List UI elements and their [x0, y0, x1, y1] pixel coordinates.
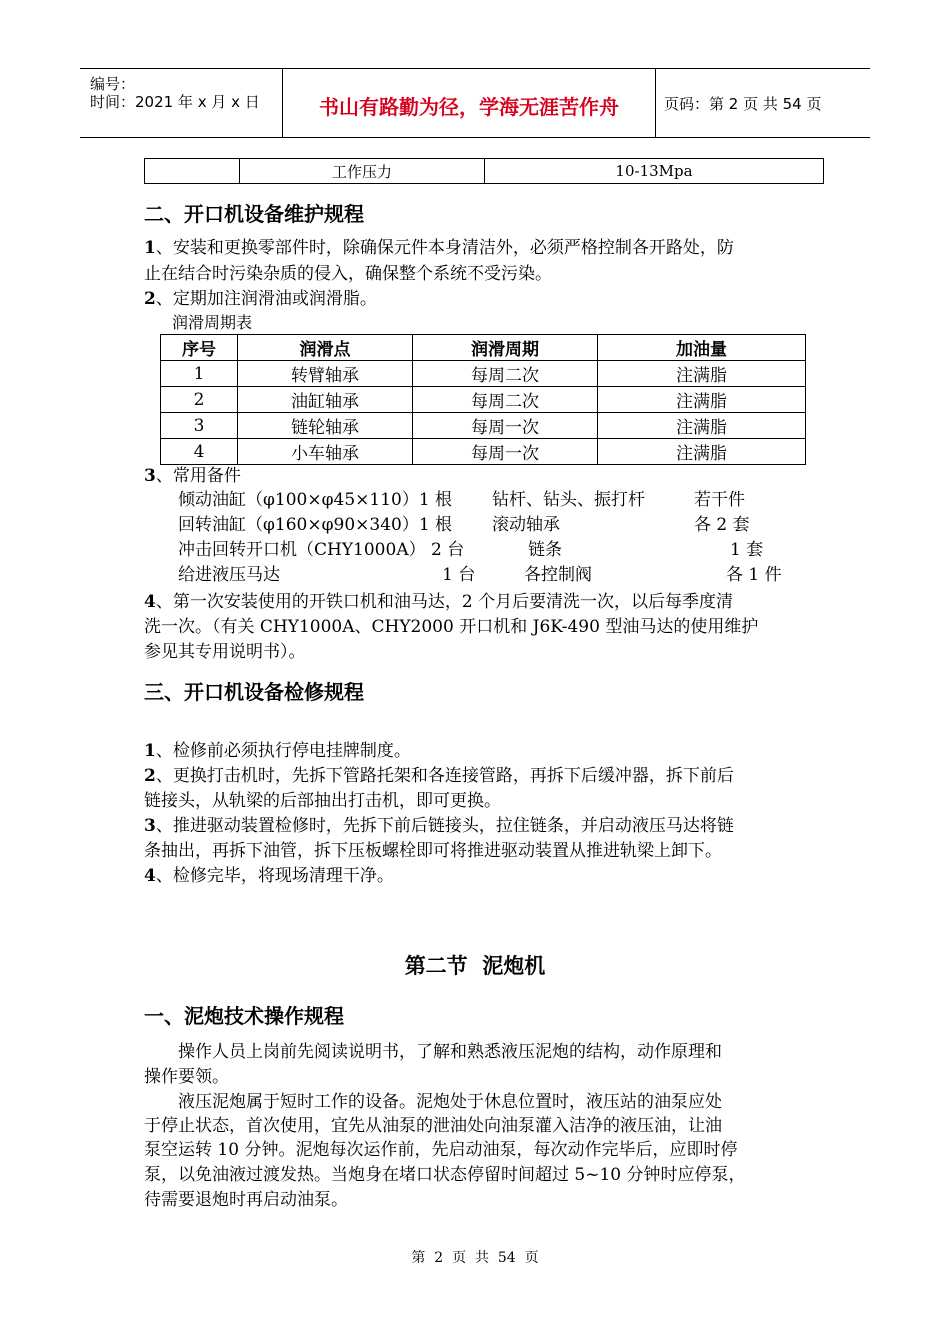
- operation-para-2-cont3: 泵，以免油液过渡发热。当炮身在堵口状态停留时间超过 5~10 分钟时应停泵，: [144, 1165, 746, 1185]
- header-motto: 书山有路勤为径，学海无涯苦作舟: [319, 95, 619, 119]
- spare-part-1c: 若干件: [694, 490, 745, 510]
- section-title-repair: 三、开口机设备检修规程: [144, 680, 364, 704]
- item-number: 2: [144, 766, 156, 786]
- repair-item-1: [144, 738, 411, 764]
- spare-part-4b: 各控制阀: [524, 565, 592, 585]
- operation-para-1: 操作人员上岗前先阅读说明书，了解和熟悉液压泥炮的结构，动作原理和: [178, 1042, 722, 1062]
- cell-amount: 注满脂: [598, 439, 806, 465]
- col-header-cycle: 润滑周期: [413, 335, 598, 361]
- operation-para-1-cont: 操作要领。: [144, 1067, 229, 1087]
- repair-item-4: [144, 863, 394, 889]
- item-number: 3: [144, 816, 156, 836]
- section-title-operation: 一、泥炮技术操作规程: [144, 1004, 344, 1028]
- table-row: [161, 361, 806, 387]
- cell-point: 转臂轴承: [238, 361, 413, 387]
- header-page-info: 页码：第 2 页 共 54 页: [664, 95, 822, 113]
- item-number: 1: [144, 238, 156, 258]
- item-text: 、推进驱动装置检修时，先拆下前后链接头，拉住链条，并启动液压马达将链: [155, 816, 734, 836]
- pressure-table: [144, 158, 824, 184]
- item-number: 1: [144, 741, 156, 761]
- cell-cycle: 每周二次: [413, 387, 598, 413]
- operation-para-2: 液压泥炮属于短时工作的设备。泥炮处于休息位置时，液压站的油泵应处: [178, 1092, 722, 1112]
- item-text: 、更换打击机时，先拆下管路托架和各连接管路，再拆下后缓冲器，拆下前后: [155, 766, 734, 786]
- item-text: 、常用备件: [155, 466, 241, 486]
- table-cell-empty: [145, 159, 240, 184]
- table-row: [161, 439, 806, 465]
- maintenance-item-4-cont1: 洗一次。（有关 CHY1000A、CHY2000 开口机和 J6K-490 型油马达的使用维护: [144, 617, 759, 637]
- cell-amount: 注满脂: [598, 361, 806, 387]
- time-label: 时间：2021 年 x 月 x 日: [90, 93, 260, 111]
- lubrication-table-caption: 润滑周期表: [172, 313, 253, 332]
- spare-part-1: 倾动油缸（φ100×φ45×110）1 根: [178, 490, 453, 510]
- repair-item-3: [144, 813, 734, 839]
- item-text: 、第一次安装使用的开铁口机和油马达，2 个月后要清洗一次，以后每季度清: [155, 592, 734, 612]
- spare-part-1b: 钻杆、钻头、振打杆: [492, 490, 645, 510]
- table-row: [145, 159, 824, 184]
- cell-amount: 注满脂: [598, 413, 806, 439]
- maintenance-item-3: [144, 463, 241, 489]
- operation-para-2-cont4: 待需要退炮时再启动油泵。: [144, 1190, 348, 1210]
- cell-amount: 注满脂: [598, 387, 806, 413]
- cell-cycle: 每周一次: [413, 413, 598, 439]
- section-title-maintenance: 二、开口机设备维护规程: [144, 202, 364, 226]
- spare-part-3c: 1 套: [730, 540, 764, 560]
- header-info-cell: [80, 69, 282, 137]
- item-text: 、检修完毕，将现场清理干净。: [155, 866, 394, 886]
- spare-part-3: 冲击回转开口机（CHY1000A） 2 台: [178, 540, 465, 560]
- cell-index: 4: [161, 439, 238, 465]
- repair-item-2: [144, 763, 734, 789]
- cell-point: 油缸轴承: [238, 387, 413, 413]
- maintenance-item-1-cont: 止在结合时污染杂质的侵入，确保整个系统不受污染。: [144, 264, 552, 284]
- operation-para-2-cont2: 泵空运转 10 分钟。泥炮每次运作前，先启动油泵，每次动作完毕后，应即时停: [144, 1140, 738, 1160]
- page-header: [80, 68, 870, 138]
- cell-cycle: 每周一次: [413, 439, 598, 465]
- spare-part-2b: 滚动轴承: [492, 515, 560, 535]
- item-number: 4: [144, 592, 156, 612]
- maintenance-item-4: [144, 589, 733, 615]
- pressure-value: 10-13Mpa: [485, 159, 824, 184]
- operation-para-2-cont1: 于停止状态，首次使用，宜先从油泵的泄油处向油泵灌入洁净的液压油，让油: [144, 1116, 722, 1136]
- spare-part-3b: 链条: [528, 540, 562, 560]
- pressure-label: 工作压力: [240, 159, 485, 184]
- serial-label: 编号：: [90, 75, 136, 93]
- chapter-title: 第二节 泥炮机: [404, 954, 546, 978]
- cell-index: 2: [161, 387, 238, 413]
- item-text: 、定期加注润滑油或润滑脂。: [155, 289, 377, 309]
- cell-cycle: 每周二次: [413, 361, 598, 387]
- header-motto-cell: [282, 69, 656, 137]
- item-text: 、安装和更换零部件时，除确保元件本身清洁外，必须严格控制各开路处，防: [155, 238, 734, 258]
- col-header-amount: 加油量: [598, 335, 806, 361]
- item-number: 2: [144, 289, 156, 309]
- maintenance-item-2: [144, 286, 377, 312]
- cell-index: 3: [161, 413, 238, 439]
- spare-part-2: 回转油缸（φ160×φ90×340）1 根: [178, 515, 453, 535]
- table-header-row: [161, 335, 806, 361]
- cell-point: 小车轴承: [238, 439, 413, 465]
- item-number: 4: [144, 866, 156, 886]
- table-row: [161, 413, 806, 439]
- maintenance-item-4-cont2: 参见其专用说明书）。: [144, 642, 306, 662]
- maintenance-item-1: [144, 235, 734, 261]
- item-number: 3: [144, 466, 156, 486]
- spare-part-4c: 各 1 件: [726, 565, 782, 585]
- spare-part-2c: 各 2 套: [694, 515, 750, 535]
- col-header-index: 序号: [161, 335, 238, 361]
- repair-item-2-cont: 链接头，从轨梁的后部抽出打击机，即可更换。: [144, 791, 501, 811]
- item-text: 、检修前必须执行停电挂牌制度。: [155, 741, 411, 761]
- table-row: [161, 387, 806, 413]
- repair-item-3-cont: 条抽出，再拆下油管，拆下压板螺栓即可将推进驱动装置从推进轨梁上卸下。: [144, 841, 722, 861]
- cell-point: 链轮轴承: [238, 413, 413, 439]
- header-page-cell: [656, 69, 870, 137]
- cell-index: 1: [161, 361, 238, 387]
- col-header-point: 润滑点: [238, 335, 413, 361]
- page-footer: 第 2 页 共 54 页: [411, 1250, 539, 1266]
- lubrication-table: [160, 334, 806, 465]
- spare-part-4: 给进液压马达 1 台: [178, 565, 476, 585]
